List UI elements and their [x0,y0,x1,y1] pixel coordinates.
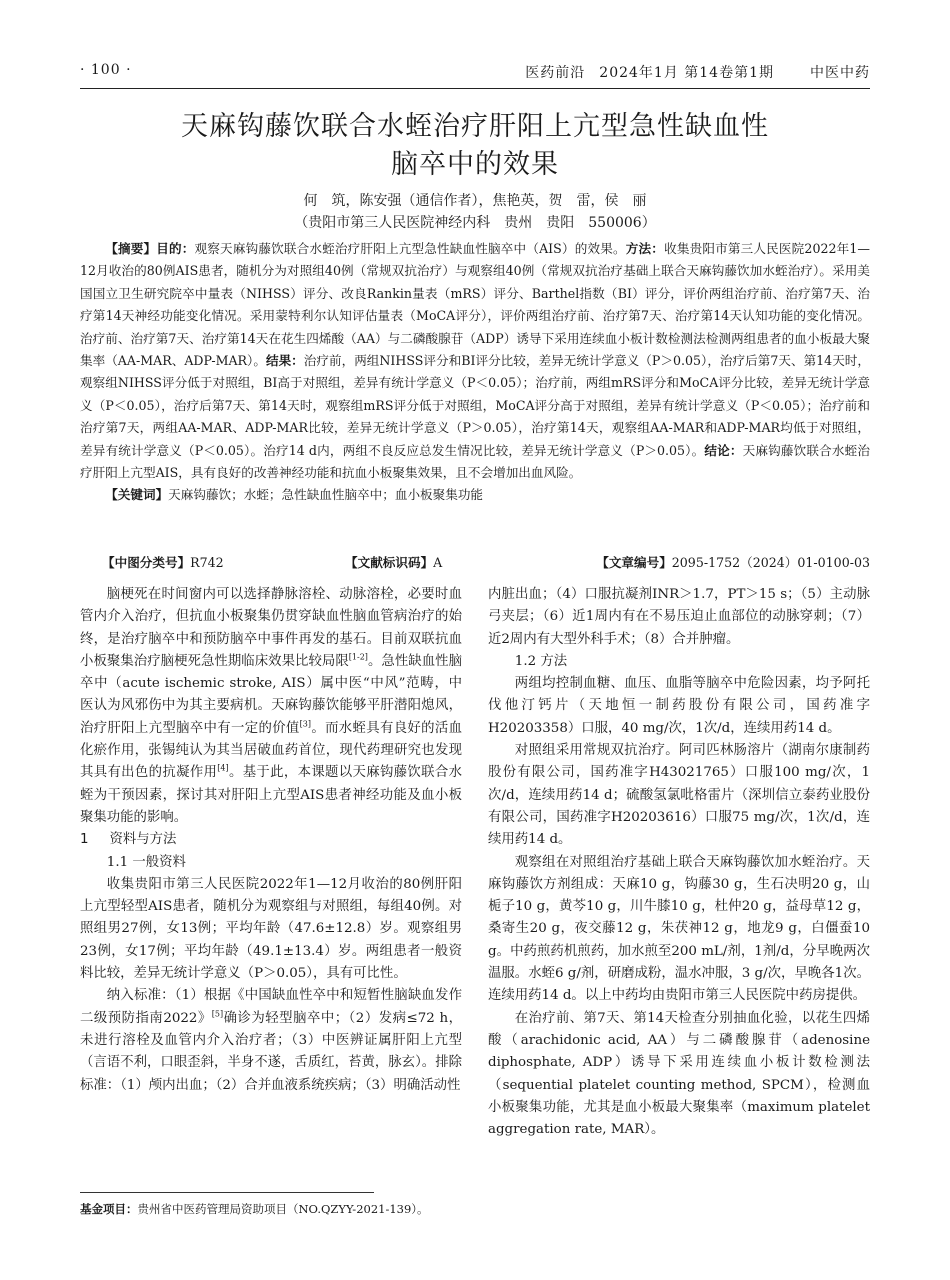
classification-line [80,552,870,574]
doc-value: A [433,555,443,570]
journal-issue: 2024年1月 第14卷第1期 [599,65,774,81]
results-label: 结果： [265,353,304,369]
doc-code [345,552,442,571]
conclusion-text: 天麻钩藤饮联合水蛭治疗肝阳上亢型AIS，具有良好的改善神经功能和抗血小板聚集效果，且不会增加出血风险。 [80,442,871,481]
general-info-paragraph: 收集贵阳市第三人民医院2022年1—12月收治的80例肝阳上亢型轻型AIS患者，随机分为观察组与对照组，每组40例。对照组男27例，女13例；平均年龄（47.6±12.8）岁。观察组男23例，女17例；平均年龄（49.1±13.4）岁。两组患者一般资料比较，差异无统计学意义（P＞0.05），具有可比性。 [80,876,462,982]
results-text: 治疗前，两组NIHSS评分和BI评分比较，差异无统计学意义（P＞0.05），治疗后第7天、第14天时，观察组NIHSS评分低于对照组，BI高于对照组，差异有统计学意义（P＜0.05）；治疗前，两组mRS评分和MoCA评分比较，差异无统计学意义（P＜0.05），治疗后第7天、第14天时，观察组mRS评分低于对照组，MoCA评分高于对照组，差异有统计学意义（P＜0.05）；治疗前和治疗第7天，两组AA-MAR、ADP-MAR比较，差异无统计学意义（P＞0.05），治疗第14天，观察组AA-MAR和ADP-MAR均低于对照组，差异有统计学意义（P＜0.05）。治疗14 d内，两组不良反应总发生情况比较，差异无统计学意义（P＞0.05）。 [80,353,871,458]
clc-label: 【中图分类号】 [102,555,191,570]
intro-part-b: 。急性缺血性脑卒中（acute ischemic stroke, AIS）属中医“中风”范畴，中医认为风邪伤中为其主要病机。天麻钩藤饮能够平肝潜阳熄风，治疗肝阳上亢型脑卒中有一定的价值 [80,653,463,736]
ref-4: [4] [217,763,229,773]
inclusion-paragraph [80,985,462,1096]
article-title [80,108,870,184]
exclusion-continued: 内脏出血；（4）口服抗凝剂INR＞1.7，PT＞15 s；（5）主动脉弓夹层；（6）近1周内有在不易压迫止血部位的动脉穿刺；（7）近2周内有大型外科手术；（8）合并肿瘤。 [488,587,870,647]
methods-paragraph-4: 在治疗前、第7天、第14天检查分别抽血化验，以花生四烯酸（arachidonic acid, AA）与二磷酸腺苷（adenosine diphosphate, ADP）诱导下采用连续血小板计数检测法（sequential platelet counting method, SPCM），检测血小板聚集功能，尤其是血小板最大聚集率（maximum platelet aggregation rate, MAR）。 [488,1010,870,1138]
right-column [488,584,870,1141]
intro-part-d: 。基于此，本课题以天麻钩藤饮联合水蛭为干预因素，探讨其对肝阳上亢型AIS患者神经功能及血小板聚集功能的影响。 [80,765,462,825]
methods-paragraph-3: 观察组在对照组治疗基础上联合天麻钩藤饮加水蛭治疗。天麻钩藤饮方剂组成：天麻10 g，钩藤30 g，生石决明20 g，山栀子10 g，黄芩10 g，川牛膝10 g，杜仲20 g，益母草12 g，桑寄生20 g，夜交藤12 g，朱茯神12 g，地龙9 g，白僵蚕10 g。中药煎药机煎药，加水煎至200 mL/剂，1剂/d，分早晚两次温服。水蛭6 g/剂，研磨成粉，温水冲服，3 g/次，早晚各1次。连续用药14 d。以上中药均由贵阳市第三人民医院中药房提供。 [488,854,870,1004]
author-affiliation: （贵阳市第三人民医院神经内科 贵州 贵阳 550006） [294,215,656,231]
abstract-body [80,238,870,484]
journal-section: 中医中药 [810,65,870,81]
funding-footnote [80,1200,500,1218]
keywords [80,484,870,506]
methods-text: 收集贵阳市第三人民医院2022年1—12月收治的80例AIS患者，随机分为对照组40例（常规双抗治疗）与观察组40例（常规双抗治疗基础上联合天麻钩藤饮加水蛭治疗）。采用美国国立卫生研究院卒中量表（NIHSS）评分、改良Rankin量表（mRS）评分、Barthel指数（BI）评分，评价两组治疗前、治疗第7天、治疗第14天神经功能变化情况。采用蒙特利尔认知评估量表（MoCA评分），评价两组治疗前、治疗第7天、治疗第14天认知功能的变化情况。治疗前、治疗第7天、治疗第14天在花生四烯酸（AA）与二磷酸腺苷（ADP）诱导下采用连续血小板计数检测法检测两组患者的血小板最大聚集率（AA-MAR、ADP-MAR）。 [80,241,871,369]
author-names: 何 筑，陈安强（通信作者），焦艳英，贺 雷，侯 丽 [303,193,647,209]
author-block [80,190,870,234]
section-1-title: 资料与方法 [109,832,177,848]
funding-text: 贵州省中医药管理局资助项目（NO.QZYY-2021-139）。 [137,1202,429,1216]
funding-label: 基金项目： [80,1202,138,1216]
section-1-2-heading: 1.2 方法 [514,653,568,669]
section-1-1-heading: 1.1 一般资料 [106,854,186,870]
clc-value: R742 [190,555,224,570]
title-line-2: 脑卒中的效果 [391,149,559,180]
title-line-1: 天麻钩藤饮联合水蛭治疗肝阳上亢型急性缺血性 [181,111,769,142]
objective-label: 目的： [156,241,195,256]
running-header [80,62,870,86]
clc-code [102,552,224,571]
keywords-label: 【关键词】 [105,487,169,503]
journal-info [511,62,870,82]
methods-paragraph-1: 两组均控制血糖、血压、血脂等脑卒中危险因素，均予阿托伐他汀钙片（天地恒一制药股份有限公司，国药准字H20203358）口服，40 mg/次，1次/d，连续用药14 d。 [488,676,870,736]
article-label: 【文章编号】 [596,555,672,570]
methods-label: 方法： [625,241,665,256]
inclusion-part-a: 纳入标准：（1）根据《中国缺血性卒中和短暂性脑缺血发作二级预防指南2022》 [80,988,462,1026]
intro-paragraph [80,584,462,829]
ref-5: [5] [211,1009,224,1019]
page-number: · 100 · [80,62,132,78]
conclusion-label: 结论： [704,442,743,458]
section-1-heading [80,829,462,851]
ref-1-2: [1-2] [348,652,368,662]
article-value: 2095-1752（2024）01-0100-03 [671,555,870,570]
objective-text: 观察天麻钩藤饮联合水蛭治疗肝阳上亢型急性缺血性脑卒中（AIS）的效果。 [194,241,626,256]
doc-label: 【文献标识码】 [345,555,434,570]
article-number [596,552,870,571]
header-rule [80,88,870,89]
intro-part-a: 脑梗死在时间窗内可以选择静脉溶栓、动脉溶栓，必要时血管内介入治疗，但抗血小板聚集仍贯穿缺血性脑血管病治疗的始终，是治疗脑卒中和预防脑卒中事件再发的基石。目前双联抗血小板聚集治疗脑梗死急性期临床效果比较局限 [80,587,462,669]
ref-3: [3] [299,719,311,729]
journal-name: 医药前沿 [525,65,586,81]
abstract-label: 【摘要】 [105,241,157,256]
keywords-text: 天麻钩藤饮；水蛭；急性缺血性脑卒中；血小板聚集功能 [168,487,483,503]
intro-part-c: 。而水蛭具有良好的活血化瘀作用，张锡纯认为其当居破血药首位，现代药理研究也发现其具有出色的抗凝作用 [80,720,463,781]
methods-paragraph-2: 对照组采用常规双抗治疗。阿司匹林肠溶片（湖南尔康制药股份有限公司，国药准字H43021765）口服100 mg/次，1次/d，连续用药14 d；硫酸氢氯吡格雷片（深圳信立泰药业股份有限公司，国药准字H20203616）口服75 mg/次，1次/d，连续用药14 d。 [488,743,870,848]
abstract [80,238,870,507]
inclusion-part-b: 确诊为轻型脑卒中；（2）发病≤72 h，未进行溶栓及血管内介入治疗者；（3）中医辨证属肝阳上亢型（言语不利，口眼歪斜，半身不遂，舌质红，苔黄，脉玄）。排除标准：（1）颅内出血；（2）合并血液系统疾病；（3）明确活动性 [80,1010,463,1093]
section-1-number: 1 [80,832,89,848]
left-column [80,584,462,1097]
footnote-rule [80,1192,374,1193]
